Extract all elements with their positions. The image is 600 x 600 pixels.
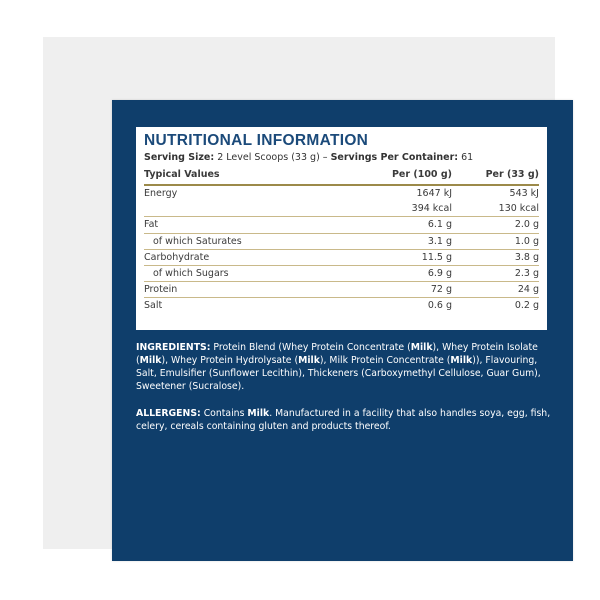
row-per-33g: 3.8 g (514, 251, 539, 263)
serving-info (144, 152, 539, 164)
row-label: of which Sugars (153, 268, 229, 280)
row-per-100g: 11.5 g (421, 251, 452, 263)
nutrition-panel (112, 100, 573, 561)
row-label: Fat (144, 219, 159, 231)
table-header (144, 167, 539, 186)
serving-size-label: Serving Size: (144, 152, 215, 163)
table-row (144, 249, 539, 265)
table-row (144, 233, 539, 249)
nutrition-title: NUTRITIONAL INFORMATION (144, 132, 369, 149)
allergen-highlight: Milk (450, 355, 473, 367)
allergen-highlight: Milk (410, 342, 433, 353)
ingredients-part: Protein Blend (Whey Protein Concentrate ( (210, 342, 411, 353)
header-per-100g: Per (100 g) (391, 169, 452, 180)
row-per-100g: 0.6 g (427, 300, 452, 312)
header-per-33g: Per (33 g) (485, 169, 539, 180)
row-per-100g: 394 kcal (411, 203, 452, 215)
row-per-100g: 6.9 g (427, 268, 452, 280)
row-per-100g: 6.1 g (427, 219, 452, 231)
row-label: Salt (144, 300, 163, 312)
allergen-highlight: Milk (298, 355, 320, 367)
row-per-33g: 2.3 g (514, 268, 539, 280)
ingredients-part: ), Whey Protein Hydrolysate ( (161, 355, 299, 367)
allergen-highlight: Milk (247, 408, 270, 419)
row-label: Protein (144, 284, 178, 296)
row-per-33g: 543 kJ (509, 188, 539, 199)
ingredients-label: INGREDIENTS: (136, 342, 211, 353)
table-row (144, 281, 539, 297)
row-per-33g: 130 kcal (498, 203, 539, 215)
header-typical-values: Typical Values (144, 169, 220, 180)
allergen-highlight: Milk (139, 355, 162, 367)
allergens-part: Contains (200, 408, 248, 419)
servings-per-container-value: 61 (458, 152, 474, 163)
servings-per-container-label: Servings Per Container: (330, 152, 459, 163)
table-row (144, 297, 539, 313)
serving-size-value: 2 Level Scoops (33 g) – (214, 152, 331, 163)
row-label: Energy (144, 188, 178, 199)
table-row (144, 216, 539, 232)
row-per-100g: 3.1 g (427, 235, 452, 247)
table-row (144, 201, 539, 216)
label-frame (43, 37, 555, 549)
row-per-33g: 1.0 g (514, 235, 539, 247)
allergens-text (136, 407, 552, 433)
row-per-33g: 0.2 g (514, 300, 539, 312)
nutrition-table-box (136, 127, 547, 330)
row-label: Carbohydrate (144, 251, 210, 263)
row-label: of which Saturates (153, 235, 242, 247)
ingredients-part: )), Flavouring, Salt, Emulsifier (Sunflower Lecithin), Thickeners (Carboxymethyl Cellulose, Guar Gum), Sweetener (Sucralose). (136, 355, 541, 393)
row-per-33g: 2.0 g (514, 219, 539, 231)
ingredients-part: ), Milk Protein Concentrate ( (319, 355, 451, 367)
row-label (144, 201, 356, 216)
allergens-label: ALLERGENS: (136, 408, 201, 419)
table-row (144, 265, 539, 281)
ingredients-part: ), Whey Protein Isolate ( (136, 342, 538, 367)
row-per-33g: 24 g (517, 284, 539, 296)
table-row (144, 186, 539, 201)
row-per-100g: 1647 kJ (416, 188, 452, 199)
row-per-100g: 72 g (430, 284, 452, 296)
ingredients-text (136, 341, 552, 393)
allergens-part: . Manufactured in a facility that also handles soya, egg, fish, celery, cereals containing gluten and products thereof. (136, 408, 551, 433)
